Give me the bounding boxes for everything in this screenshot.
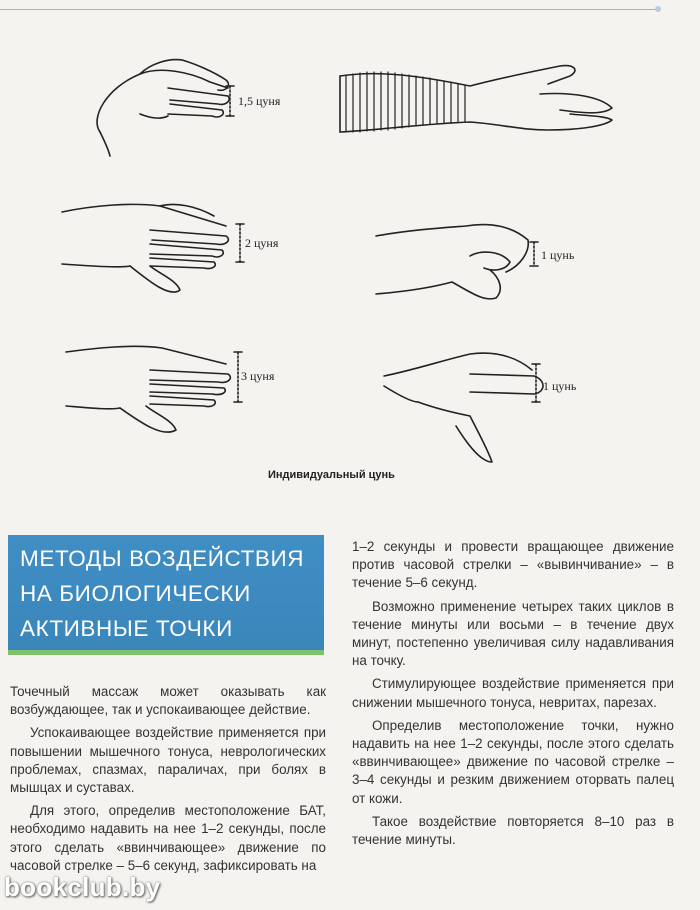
paragraph: Точечный массаж может оказывать как возбуждающее, так и успокаивающее действие. xyxy=(10,684,326,718)
paragraph: Для этого, определив местоположение БАТ, необходимо надавить на нее 1–2 секунды, после этого сделать «ввинчивающее» движение по часовой стрелке – 5–6 секунд, зафиксировать на xyxy=(10,803,326,873)
paragraph: Стимулирующее воздействие применяется при снижении мышечного тонуса, невритах, парезах. xyxy=(352,676,674,710)
hand-three-cun xyxy=(66,346,242,432)
hand-pinch-one-cun xyxy=(376,225,538,299)
label-three-cun: 3 цуня xyxy=(241,369,275,383)
label-one-cun-pinch: 1 цунь xyxy=(541,248,575,262)
title-accent-bar xyxy=(8,650,324,655)
watermark: bookclub.by xyxy=(4,872,161,902)
paragraph: Успокаивающее воздействие применяется при повышении мышечного тонуса, неврологических проблемах, спазмах, параличах, при болях в мышцах и суставах. xyxy=(10,725,326,796)
section-title-line: МЕТОДЫ ВОЗДЕЙСТВИЯ xyxy=(20,546,305,571)
hand-thumb-one-cun xyxy=(384,353,543,462)
figure-caption: Индивидуальный цунь xyxy=(268,469,395,481)
label-one-cun-thumb: 1 цунь xyxy=(543,379,577,393)
paragraph: Определив местоположение точки, нужно надавить на нее 1–2 секунды, после этого сделать «ввинчивающее» движение по часовой стрелке – 3–4 секунды и резким движением оторвать палец от кожи. xyxy=(352,717,674,806)
body-column-right xyxy=(352,538,674,854)
paragraph: Возможно применение четырех таких циклов в течение минуты или восьми – в течение двух минут, постепенно увеличивая силу надавливания на точку. xyxy=(352,598,674,669)
label-one-and-half-cun: 1,5 цуня xyxy=(238,94,281,108)
section-title-line: НА БИОЛОГИЧЕСКИ xyxy=(20,581,251,606)
label-two-cun: 2 цуня xyxy=(245,236,279,250)
cun-measurement-figure xyxy=(0,30,700,470)
hand-one-and-half-cun xyxy=(97,60,234,156)
paragraph: Такое воздействие повторяется 8–10 раз в течение минуты. xyxy=(352,813,674,848)
forearm-striped xyxy=(340,66,612,132)
hand-two-cun xyxy=(62,204,244,292)
section-title-line: АКТИВНЫЕ ТОЧКИ xyxy=(20,616,233,641)
body-column-left xyxy=(10,683,326,880)
hands-illustration xyxy=(0,30,700,470)
paragraph: 1–2 секунды и провести вращающее движение против часовой стрелки – «вывинчивание» – в течение 5–6 секунд. xyxy=(352,539,674,591)
top-rule-dot xyxy=(655,6,661,12)
top-rule xyxy=(0,9,655,10)
section-title-box xyxy=(8,535,324,655)
section-title xyxy=(20,541,320,646)
